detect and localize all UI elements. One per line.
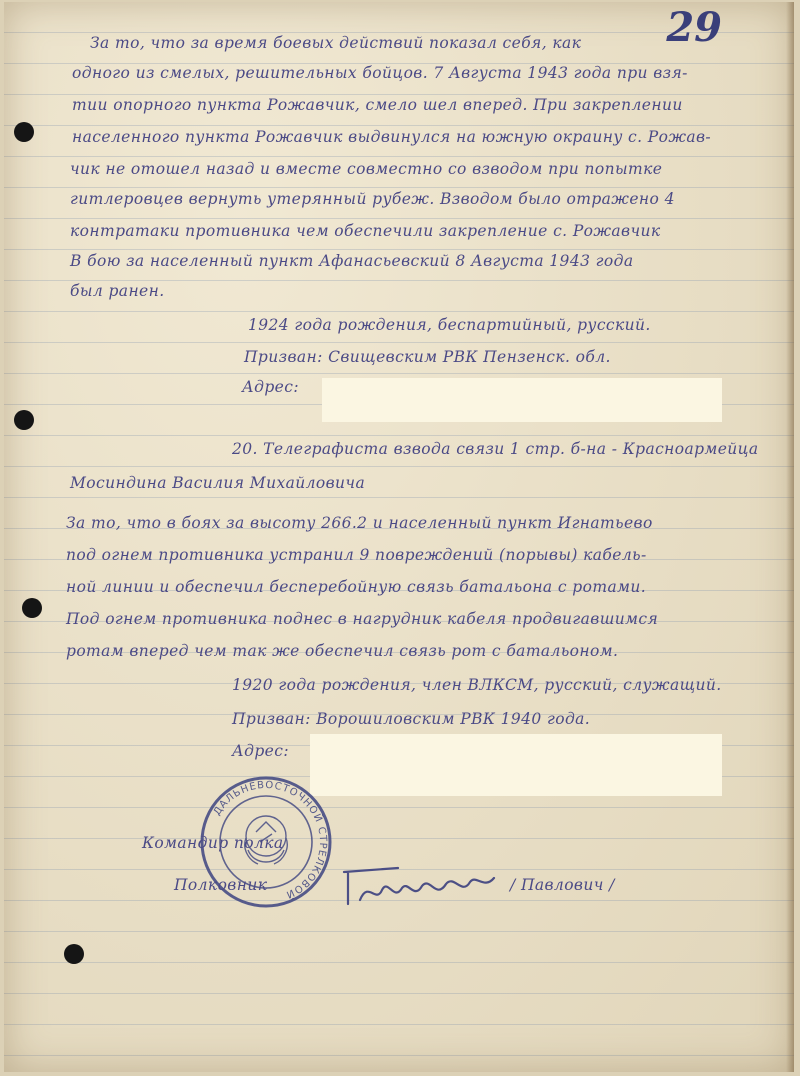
award-2-header-line: 20. Телеграфиста взвода связи 1 стр. б-на - Красноармейца	[232, 440, 759, 458]
award-2-line: За то, что в боях за высоту 266.2 и населенный пункт Игнатьево	[66, 514, 653, 532]
award-2-bio-line: Адрес:	[232, 742, 289, 760]
commander-title: Командир полка	[142, 834, 284, 852]
award-2-line: ной линии и обеспечил бесперебойную связь батальона с ротами.	[66, 578, 647, 596]
document-page	[4, 2, 794, 1072]
paper-edge-shadow	[786, 2, 794, 1072]
page-number: 29	[666, 4, 722, 51]
award-1-line: одного из смелых, решительных бойцов. 7 Августа 1943 года при взя-	[72, 64, 688, 82]
punch-hole-icon	[22, 598, 42, 618]
signatory-name: / Павлович /	[510, 876, 615, 894]
award-1-line: За то, что за время боевых действий показал себя, как	[90, 34, 582, 52]
award-1-line: гитлеровцев вернуть утерянный рубеж. Взводом было отражено 4	[70, 190, 675, 208]
award-1-bio-line: Призван: Свищевским РВК Пензенск. обл.	[244, 348, 611, 366]
award-1-line: тии опорного пункта Рожавчик, смело шел вперед. При закреплении	[72, 96, 683, 114]
punch-hole-icon	[64, 944, 84, 964]
award-2-line: ротам вперед чем так же обеспечил связь рот с батальоном.	[66, 642, 619, 660]
award-1-line: был ранен.	[70, 282, 165, 300]
award-1-bio-line: Адрес:	[242, 378, 299, 396]
award-2-line: под огнем противника устранил 9 повреждений (порывы) кабель-	[66, 546, 647, 564]
award-1-bio-line: 1924 года рождения, беспартийный, русский.	[248, 316, 651, 334]
award-1-line: населенного пункта Рожавчик выдвинулся на южную окраину с. Рожав-	[72, 128, 712, 146]
punch-hole-icon	[14, 122, 34, 142]
rank-title: Полковник	[174, 876, 268, 894]
award-2-bio-line: 1920 года рождения, член ВЛКСМ, русский, служащий.	[232, 676, 722, 694]
award-1-line: В бою за населенный пункт Афанасьевский 8 Августа 1943 года	[70, 252, 634, 270]
stamp-text: ДАЛЬНЕВОСТОЧНОЙ СТРЕЛКОВОЙ	[211, 779, 329, 901]
redacted-address	[322, 378, 722, 422]
award-2-bio-line: Призван: Ворошиловским РВК 1940 года.	[232, 710, 591, 728]
redacted-address	[310, 734, 722, 796]
award-1-line: чик не отошел назад и вместе совместно со взводом при попытке	[70, 160, 663, 178]
punch-hole-icon	[14, 410, 34, 430]
award-2-line: Под огнем противника поднес в нагрудник кабеля продвигавшимся	[66, 610, 659, 628]
handwritten-signature	[338, 860, 498, 910]
award-1-line: контратаки противника чем обеспечили закрепление с. Рожавчик	[70, 222, 661, 240]
award-2-header-line: Мосиндина Василия Михайловича	[70, 474, 366, 492]
